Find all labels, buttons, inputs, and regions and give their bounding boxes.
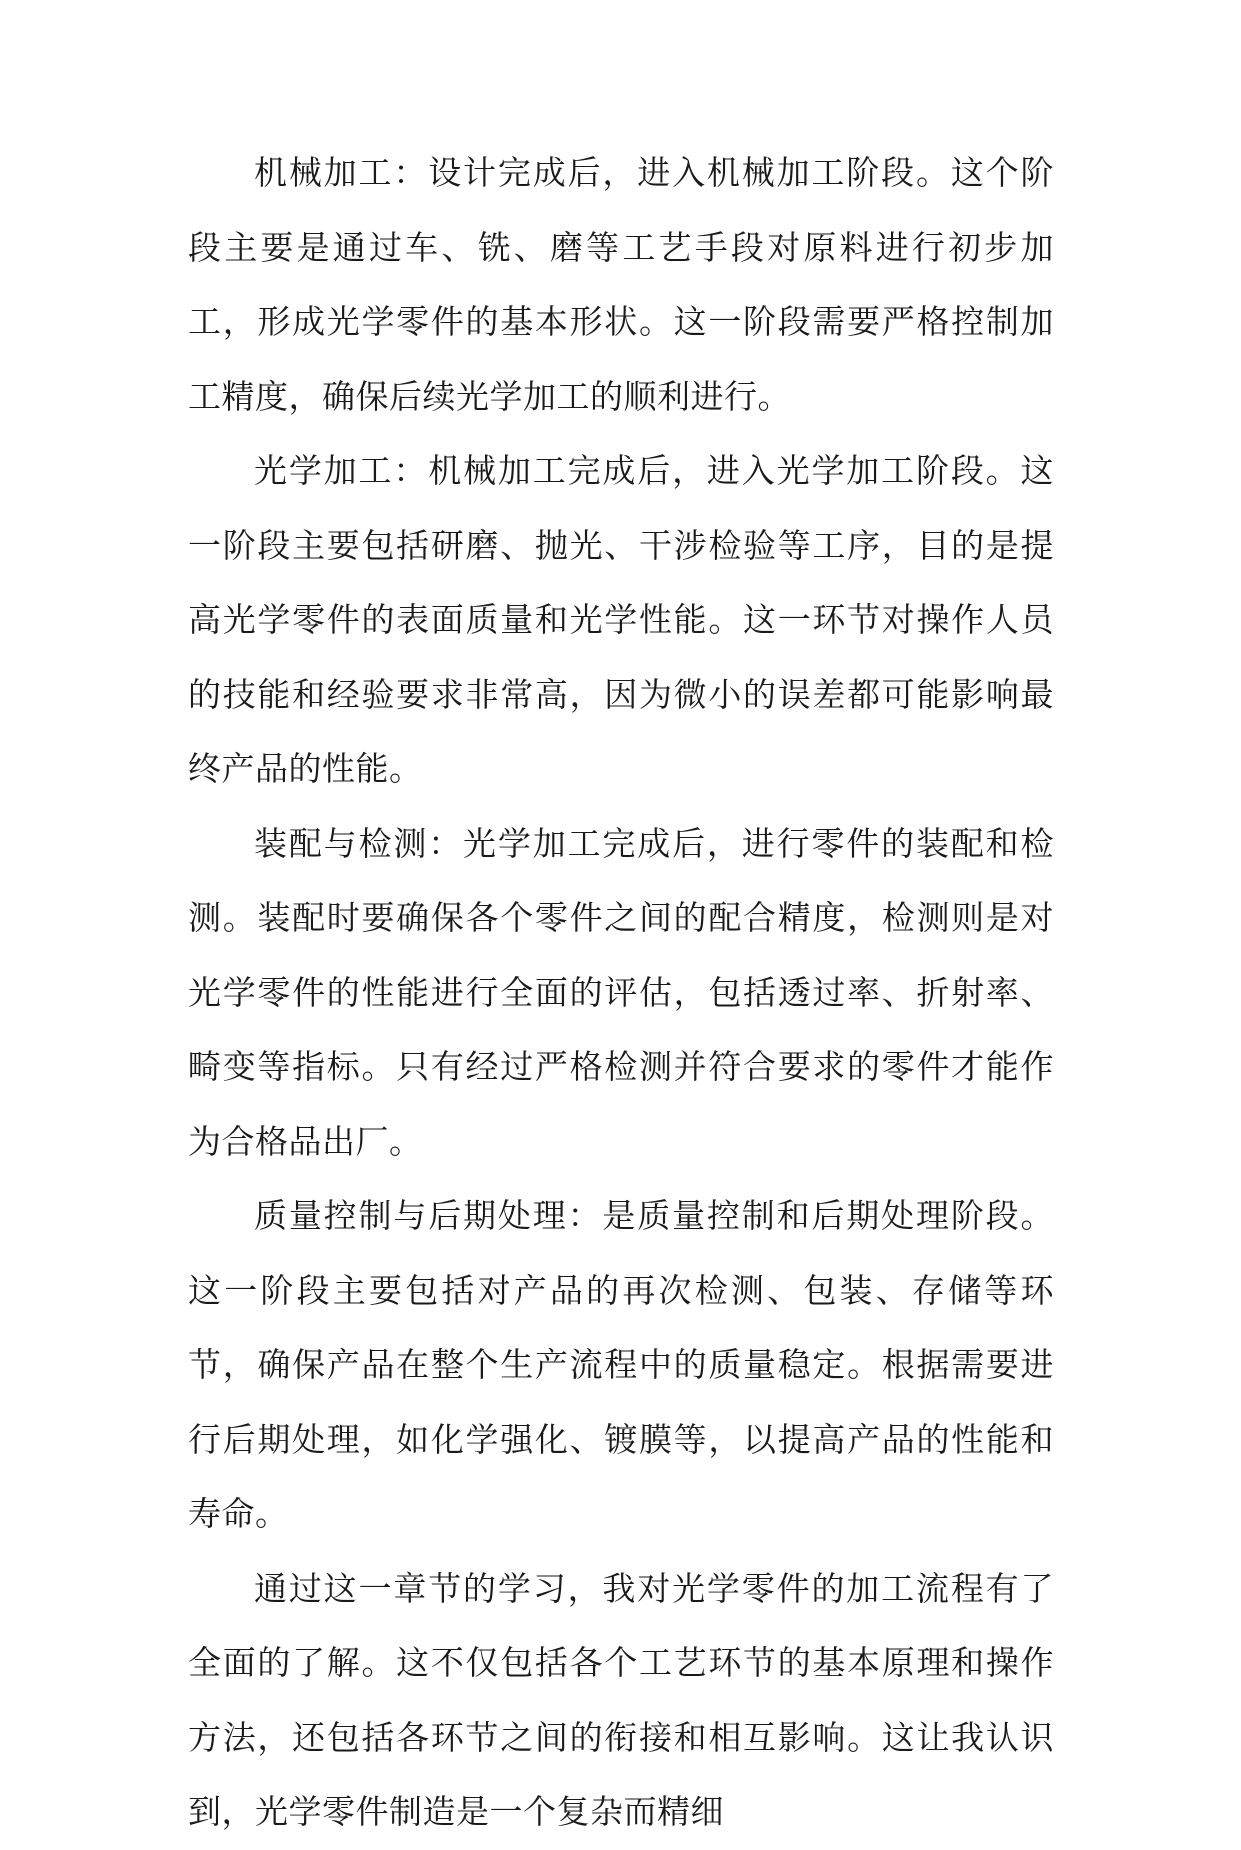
paragraph-chapter-summary: 通过这一章节的学习，我对光学零件的加工流程有了全面的了解。这不仅包括各个工艺环节的基本原理和操作方法，还包括各环节之间的衔接和相互影响。这让我认识到，光学零件制造是一个复杂而精细 [188, 1568, 1054, 1831]
paragraph-assembly-inspection: 装配与检测：光学加工完成后，进行零件的装配和检测。装配时要确保各个零件之间的配合精度，检测则是对光学零件的性能进行全面的评估，包括透过率、折射率、畸变等指标。只有经过严格检测并符合要求的零件才能作为合格品出厂。 [188, 823, 1054, 1161]
paragraph-quality-control: 质量控制与后期处理：是质量控制和后期处理阶段。这一阶段主要包括对产品的再次检测、包装、存储等环节，确保产品在整个生产流程中的质量稳定。根据需要进行后期处理，如化学强化、镀膜等，以提高产品的性能和寿命。 [188, 1196, 1054, 1533]
document-body [188, 136, 1054, 1850]
paragraph-optical-processing: 光学加工：机械加工完成后，进入光学加工阶段。这一阶段主要包括研磨、抛光、干涉检验等工序，目的是提高光学零件的表面质量和光学性能。这一环节对操作人员的技能和经验要求非常高，因为微小的误差都可能影响最终产品的性能。 [188, 451, 1054, 788]
paragraph-mechanical-processing: 机械加工：设计完成后，进入机械加工阶段。这个阶段主要是通过车、铣、磨等工艺手段对原料进行初步加工，形成光学零件的基本形状。这一阶段需要严格控制加工精度，确保后续光学加工的顺利进行。 [188, 153, 1054, 416]
